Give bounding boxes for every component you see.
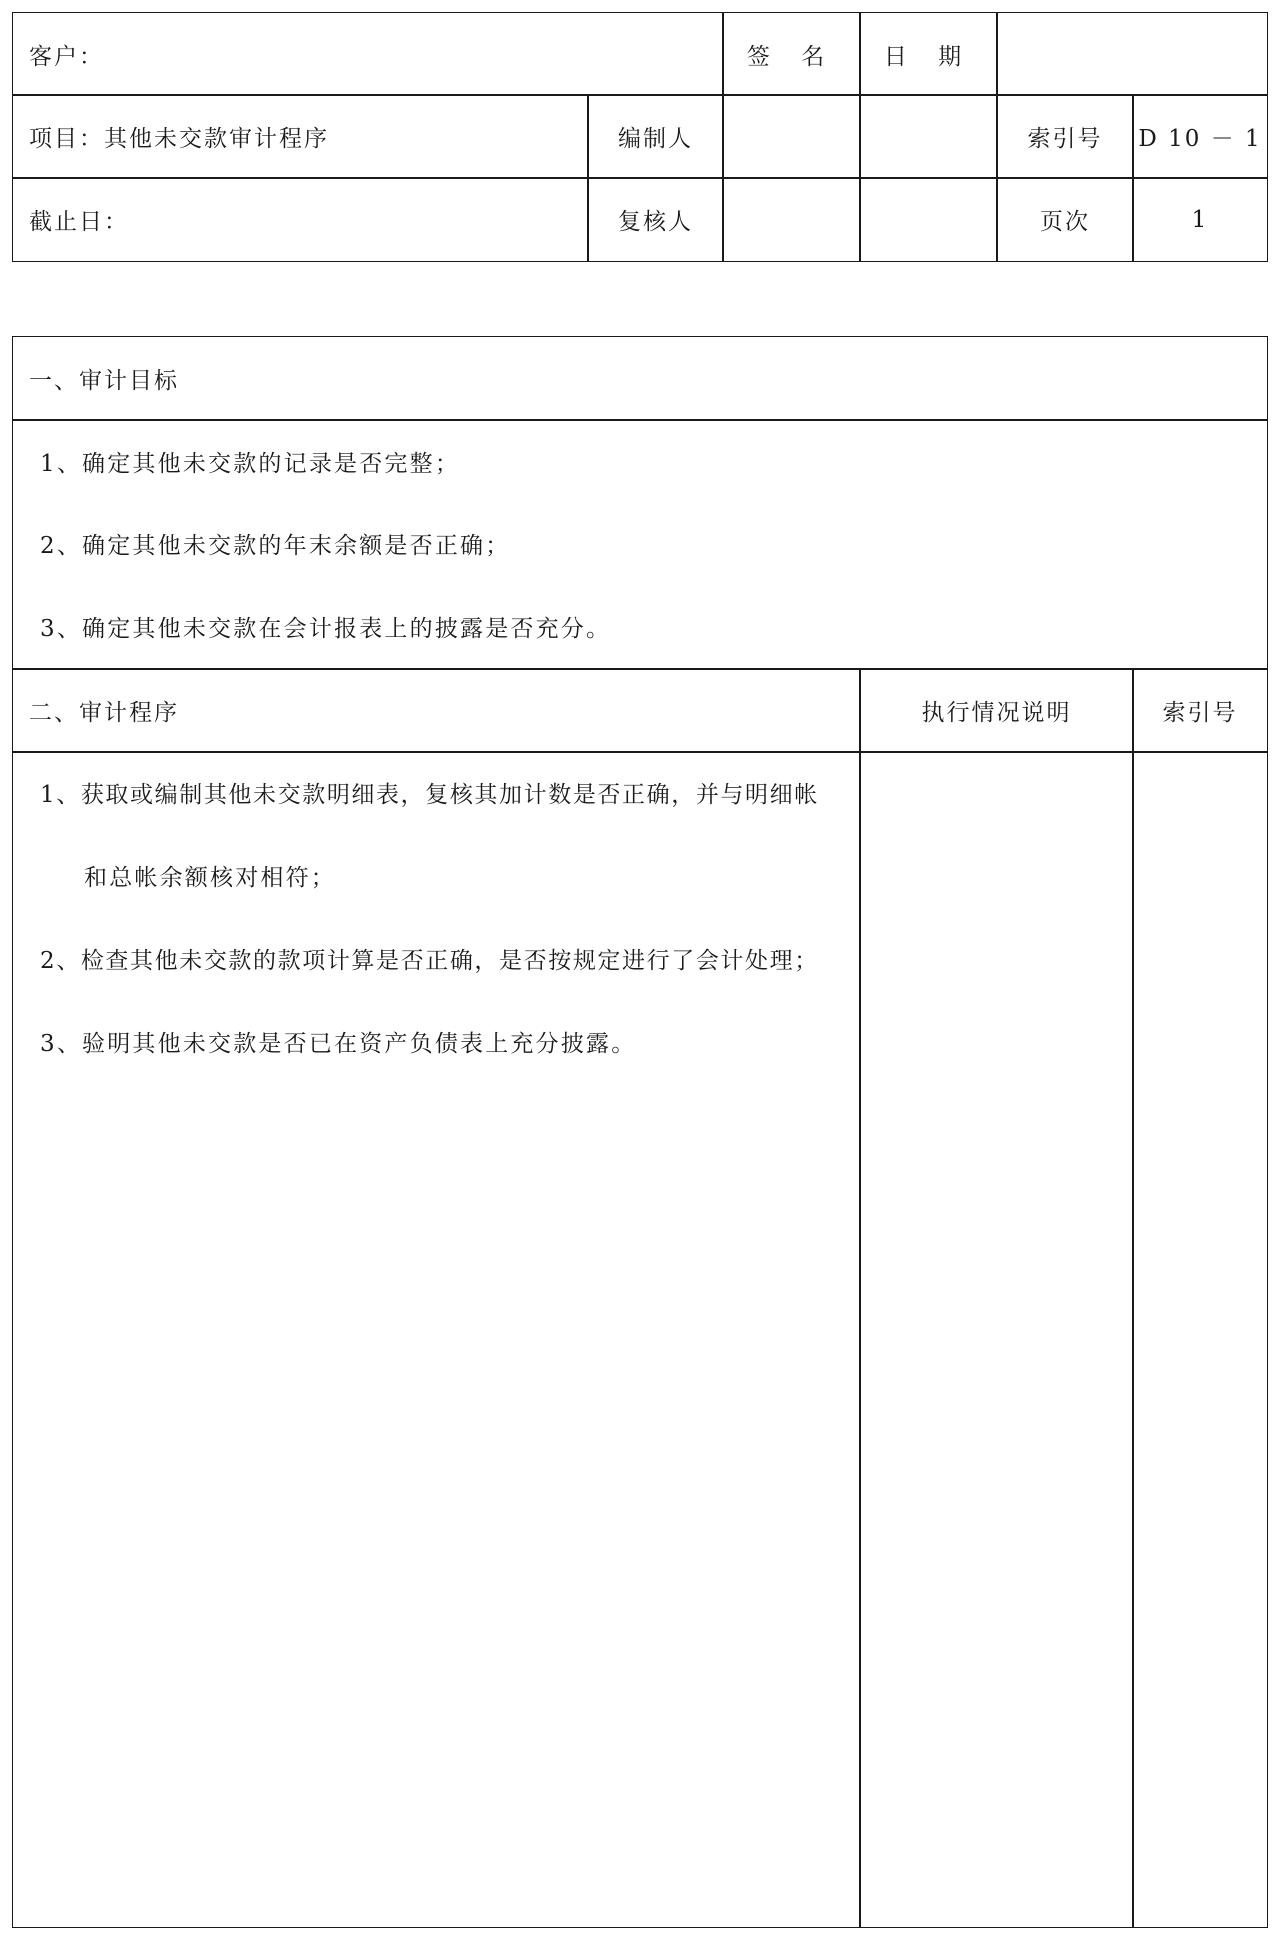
index-no-label: 索引号 [1027,126,1103,152]
reviewer-label: 复核人 [618,209,693,235]
project-cell [12,94,589,179]
page-label: 页次 [1040,209,1090,235]
preparer-signature-field[interactable] [722,94,861,179]
signature-label: 签 名 [746,43,837,70]
procedure-item: 1、获取或编制其他未交款明细表，复核其加计数是否正确，并与明细帐 [40,782,819,808]
blank-header-cell [996,12,1268,96]
index-no-value-cell [1132,94,1268,179]
execution-header-cell [859,668,1134,753]
preparer-date-field[interactable] [859,94,998,179]
preparer-label: 编制人 [618,126,693,152]
procedures-title-cell [12,668,861,753]
objectives-title-cell [12,336,1268,421]
index-header-cell [1132,668,1268,753]
procedures-body [12,751,861,1928]
objective-item: 3、确定其他未交款在会计报表上的披露是否充分。 [40,616,612,642]
procedure-item-continuation: 和总帐余额核对相符； [84,865,336,891]
objectives-title: 一、审计目标 [29,368,179,394]
preparer-cell [587,94,724,179]
index-no-value: D 10 － 1 [1138,126,1262,152]
reviewer-date-field[interactable] [859,177,998,262]
objective-item: 2、确定其他未交款的年末余额是否正确； [40,533,511,559]
procedures-title: 二、审计程序 [29,700,179,726]
objective-item: 1、确定其他未交款的记录是否完整； [40,451,461,477]
cutoff-label: 截止日： [29,209,129,235]
page-value-cell [1132,177,1268,262]
cutoff-date-field[interactable] [12,177,589,262]
client-label: 客户： [29,43,104,70]
procedure-item: 3、验明其他未交款是否已在资产负债表上充分披露。 [40,1031,637,1057]
index-no-cell [996,94,1134,179]
execution-notes-field[interactable] [859,751,1134,1928]
reviewer-cell [587,177,724,262]
index-header: 索引号 [1162,700,1238,726]
date-header [859,12,998,96]
client-field[interactable] [12,12,724,96]
signature-header [722,12,861,96]
date-label: 日 期 [883,43,974,70]
page-cell [996,177,1134,262]
project-label: 项目：其他未交款审计程序 [29,126,329,152]
execution-header: 执行情况说明 [921,700,1072,726]
procedure-index-field[interactable] [1132,751,1268,1928]
reviewer-signature-field[interactable] [722,177,861,262]
page-value: 1 [1191,206,1209,233]
procedure-item: 2、检查其他未交款的款项计算是否正确，是否按规定进行了会计处理； [40,948,819,974]
